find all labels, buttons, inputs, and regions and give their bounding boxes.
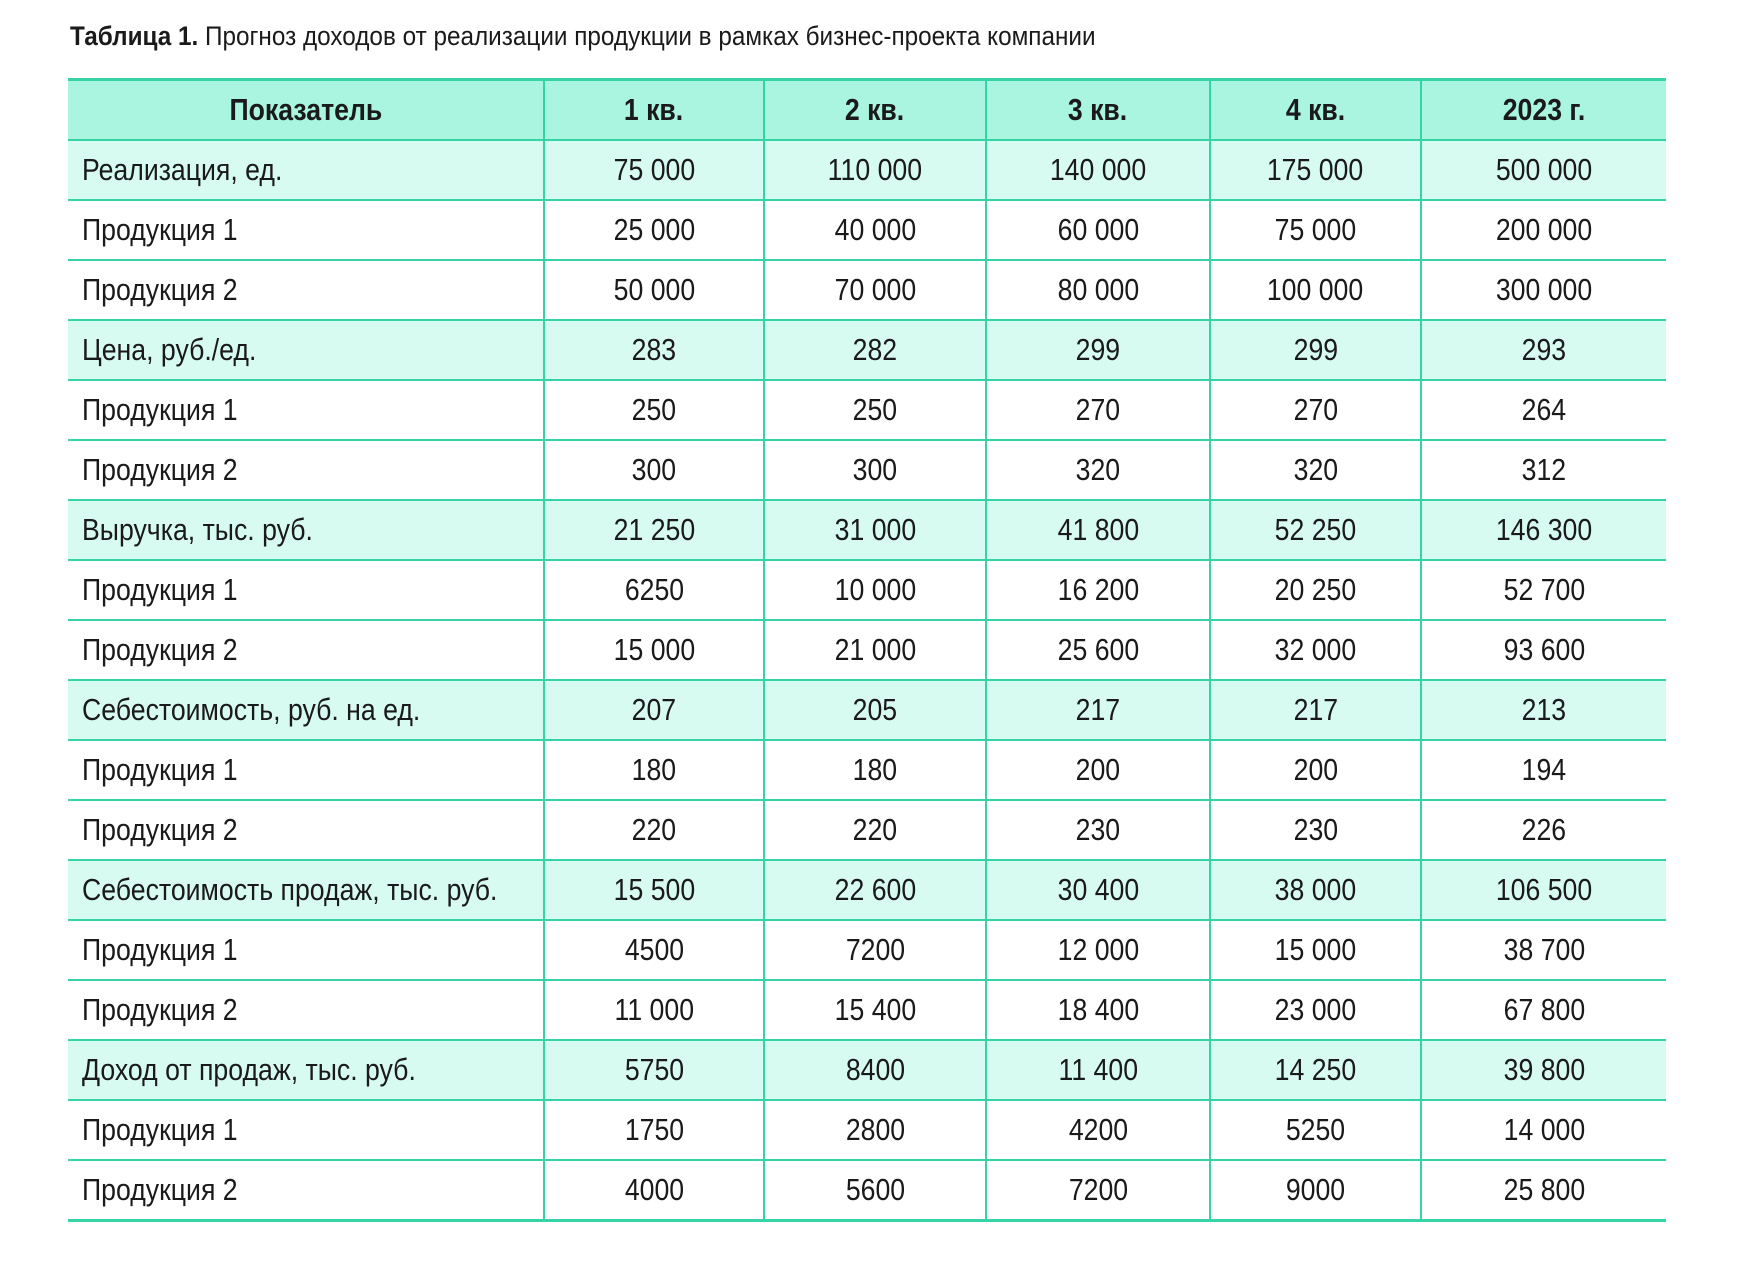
value-cell bbox=[1421, 680, 1666, 740]
row-label: Продукция 2 bbox=[82, 632, 238, 667]
value-cell bbox=[1421, 740, 1666, 800]
row-label: Выручка, тыс. руб. bbox=[82, 512, 313, 547]
cell-value: 50 000 bbox=[613, 272, 695, 307]
value-cell bbox=[1210, 380, 1421, 440]
value-cell bbox=[986, 200, 1210, 260]
cell-value: 2800 bbox=[845, 1112, 905, 1147]
column-header-indicator bbox=[68, 80, 544, 141]
cell-value: 226 bbox=[1521, 812, 1567, 847]
row-label: Продукция 1 bbox=[82, 392, 238, 427]
cell-value: 7200 bbox=[845, 932, 905, 967]
value-cell bbox=[1210, 860, 1421, 920]
value-cell bbox=[544, 140, 764, 200]
value-cell bbox=[764, 1040, 986, 1100]
value-cell bbox=[1210, 260, 1421, 320]
value-cell bbox=[1210, 740, 1421, 800]
value-cell bbox=[1210, 560, 1421, 620]
value-cell bbox=[1210, 920, 1421, 980]
row-label-cell bbox=[68, 1160, 544, 1221]
row-label: Продукция 2 bbox=[82, 992, 238, 1027]
cell-value: 312 bbox=[1521, 452, 1567, 487]
value-cell bbox=[1210, 620, 1421, 680]
row-label-cell bbox=[68, 560, 544, 620]
value-cell bbox=[986, 920, 1210, 980]
value-cell bbox=[764, 860, 986, 920]
cell-value: 52 250 bbox=[1274, 512, 1357, 547]
column-header-text: 3 кв. bbox=[1068, 92, 1128, 127]
value-cell bbox=[544, 200, 764, 260]
value-cell bbox=[1421, 260, 1666, 320]
value-cell bbox=[764, 140, 986, 200]
value-cell bbox=[544, 320, 764, 380]
table-row-sub bbox=[68, 1100, 1666, 1160]
value-cell bbox=[986, 380, 1210, 440]
row-label-cell bbox=[68, 800, 544, 860]
value-cell bbox=[1210, 800, 1421, 860]
cell-value: 500 000 bbox=[1495, 152, 1593, 187]
cell-value: 300 bbox=[852, 452, 898, 487]
cell-value: 230 bbox=[1075, 812, 1121, 847]
cell-value: 207 bbox=[631, 692, 677, 727]
value-cell bbox=[1421, 1160, 1666, 1221]
row-label: Продукция 2 bbox=[82, 452, 238, 487]
table-row-sub bbox=[68, 260, 1666, 320]
revenue-forecast-table bbox=[68, 78, 1666, 1222]
table-row-sub bbox=[68, 620, 1666, 680]
row-label-cell bbox=[68, 500, 544, 560]
row-label: Себестоимость продаж, тыс. руб. bbox=[82, 872, 498, 907]
cell-value: 5250 bbox=[1285, 1112, 1346, 1147]
cell-value: 6250 bbox=[624, 572, 684, 607]
table-header bbox=[68, 80, 1666, 141]
value-cell bbox=[764, 800, 986, 860]
value-cell bbox=[1421, 620, 1666, 680]
table-caption-label: Таблица 1. bbox=[70, 21, 199, 51]
row-label: Продукция 1 bbox=[82, 212, 238, 247]
value-cell bbox=[986, 140, 1210, 200]
value-cell bbox=[764, 500, 986, 560]
column-header-period bbox=[1421, 80, 1666, 141]
cell-value: 7200 bbox=[1068, 1172, 1128, 1207]
row-label-cell bbox=[68, 620, 544, 680]
row-label-cell bbox=[68, 1040, 544, 1100]
value-cell bbox=[986, 560, 1210, 620]
value-cell bbox=[1421, 140, 1666, 200]
cell-value: 220 bbox=[631, 812, 677, 847]
cell-value: 14 000 bbox=[1503, 1112, 1585, 1147]
value-cell bbox=[544, 980, 764, 1040]
value-cell bbox=[544, 800, 764, 860]
cell-value: 217 bbox=[1075, 692, 1121, 727]
table-row-sub bbox=[68, 1160, 1666, 1221]
cell-value: 200 000 bbox=[1495, 212, 1593, 247]
row-label: Продукция 1 bbox=[82, 752, 238, 787]
value-cell bbox=[764, 200, 986, 260]
value-cell bbox=[1210, 200, 1421, 260]
row-label-cell bbox=[68, 260, 544, 320]
table-caption bbox=[70, 14, 1096, 58]
value-cell bbox=[544, 500, 764, 560]
cell-value: 270 bbox=[1293, 392, 1338, 427]
value-cell bbox=[1421, 920, 1666, 980]
cell-value: 110 000 bbox=[827, 152, 923, 187]
cell-value: 270 bbox=[1075, 392, 1121, 427]
cell-value: 21 000 bbox=[834, 632, 916, 667]
row-label: Цена, руб./ед. bbox=[82, 332, 257, 367]
cell-value: 15 000 bbox=[1274, 932, 1357, 967]
value-cell bbox=[544, 680, 764, 740]
cell-value: 175 000 bbox=[1267, 152, 1364, 187]
cell-value: 300 bbox=[631, 452, 677, 487]
cell-value: 41 800 bbox=[1057, 512, 1139, 547]
cell-value: 200 bbox=[1075, 752, 1121, 787]
value-cell bbox=[1210, 1160, 1421, 1221]
cell-value: 320 bbox=[1293, 452, 1338, 487]
value-cell bbox=[764, 620, 986, 680]
value-cell bbox=[764, 980, 986, 1040]
cell-value: 31 000 bbox=[834, 512, 916, 547]
cell-value: 12 000 bbox=[1057, 932, 1139, 967]
cell-value: 106 500 bbox=[1495, 872, 1593, 907]
cell-value: 25 600 bbox=[1057, 632, 1139, 667]
cell-value: 213 bbox=[1521, 692, 1567, 727]
value-cell bbox=[1421, 860, 1666, 920]
table-row-sub bbox=[68, 560, 1666, 620]
cell-value: 15 000 bbox=[613, 632, 695, 667]
cell-value: 11 400 bbox=[1058, 1052, 1138, 1087]
table-row-sub bbox=[68, 800, 1666, 860]
row-label-cell bbox=[68, 140, 544, 200]
cell-value: 146 300 bbox=[1495, 512, 1593, 547]
cell-value: 60 000 bbox=[1057, 212, 1139, 247]
cell-value: 10 000 bbox=[834, 572, 916, 607]
cell-value: 18 400 bbox=[1057, 992, 1139, 1027]
cell-value: 282 bbox=[852, 332, 898, 367]
value-cell bbox=[764, 440, 986, 500]
row-label: Продукция 1 bbox=[82, 572, 238, 607]
row-label-cell bbox=[68, 440, 544, 500]
cell-value: 15 500 bbox=[613, 872, 695, 907]
cell-value: 70 000 bbox=[834, 272, 916, 307]
column-header-text: 4 кв. bbox=[1285, 92, 1346, 127]
cell-value: 320 bbox=[1075, 452, 1121, 487]
cell-value: 4500 bbox=[624, 932, 684, 967]
column-header-text: Показатель bbox=[229, 92, 382, 127]
row-label-cell bbox=[68, 860, 544, 920]
table-row-sub bbox=[68, 440, 1666, 500]
value-cell bbox=[1210, 500, 1421, 560]
cell-value: 93 600 bbox=[1503, 632, 1585, 667]
row-label: Реализация, ед. bbox=[82, 152, 283, 187]
value-cell bbox=[1421, 200, 1666, 260]
cell-value: 299 bbox=[1293, 332, 1338, 367]
cell-value: 250 bbox=[631, 392, 677, 427]
column-header-period bbox=[1210, 80, 1421, 141]
value-cell bbox=[544, 1160, 764, 1221]
value-cell bbox=[764, 680, 986, 740]
row-label-cell bbox=[68, 380, 544, 440]
value-cell bbox=[986, 500, 1210, 560]
cell-value: 200 bbox=[1293, 752, 1338, 787]
row-label: Продукция 2 bbox=[82, 1172, 238, 1207]
table-row-group bbox=[68, 1040, 1666, 1100]
value-cell bbox=[1421, 320, 1666, 380]
value-cell bbox=[1210, 1040, 1421, 1100]
cell-value: 20 250 bbox=[1274, 572, 1357, 607]
value-cell bbox=[986, 320, 1210, 380]
row-label-cell bbox=[68, 680, 544, 740]
value-cell bbox=[764, 920, 986, 980]
row-label-cell bbox=[68, 200, 544, 260]
column-header-period bbox=[764, 80, 986, 141]
table-row-group bbox=[68, 500, 1666, 560]
cell-value: 180 bbox=[631, 752, 677, 787]
value-cell bbox=[544, 740, 764, 800]
row-label: Продукция 2 bbox=[82, 812, 238, 847]
cell-value: 39 800 bbox=[1503, 1052, 1585, 1087]
cell-value: 14 250 bbox=[1274, 1052, 1357, 1087]
row-label: Доход от продаж, тыс. руб. bbox=[82, 1052, 416, 1087]
cell-value: 194 bbox=[1521, 752, 1567, 787]
table-row-group bbox=[68, 320, 1666, 380]
table-body bbox=[68, 140, 1666, 1221]
value-cell bbox=[544, 860, 764, 920]
cell-value: 80 000 bbox=[1057, 272, 1139, 307]
cell-value: 25 000 bbox=[613, 212, 695, 247]
table-row-sub bbox=[68, 920, 1666, 980]
table-row-group bbox=[68, 140, 1666, 200]
value-cell bbox=[544, 440, 764, 500]
table-caption-text: Прогноз доходов от реализации продукции в рамках бизнес-проекта компании bbox=[198, 21, 1096, 51]
cell-value: 67 800 bbox=[1503, 992, 1585, 1027]
value-cell bbox=[1421, 980, 1666, 1040]
value-cell bbox=[764, 380, 986, 440]
value-cell bbox=[764, 1100, 986, 1160]
column-header-text: 1 кв. bbox=[624, 92, 684, 127]
value-cell bbox=[1421, 560, 1666, 620]
cell-value: 22 600 bbox=[834, 872, 916, 907]
value-cell bbox=[986, 860, 1210, 920]
table-row-sub bbox=[68, 200, 1666, 260]
cell-value: 300 000 bbox=[1495, 272, 1593, 307]
row-label: Продукция 1 bbox=[82, 932, 238, 967]
cell-value: 299 bbox=[1075, 332, 1121, 367]
value-cell bbox=[764, 560, 986, 620]
cell-value: 293 bbox=[1521, 332, 1567, 367]
row-label-cell bbox=[68, 980, 544, 1040]
cell-value: 264 bbox=[1521, 392, 1567, 427]
value-cell bbox=[764, 740, 986, 800]
value-cell bbox=[544, 380, 764, 440]
row-label: Себестоимость, руб. на ед. bbox=[82, 692, 421, 727]
cell-value: 52 700 bbox=[1503, 572, 1585, 607]
cell-value: 38 000 bbox=[1274, 872, 1357, 907]
value-cell bbox=[1210, 980, 1421, 1040]
value-cell bbox=[986, 260, 1210, 320]
cell-value: 40 000 bbox=[834, 212, 916, 247]
cell-value: 16 200 bbox=[1057, 572, 1139, 607]
value-cell bbox=[986, 680, 1210, 740]
value-cell bbox=[544, 620, 764, 680]
value-cell bbox=[1210, 440, 1421, 500]
cell-value: 9000 bbox=[1285, 1172, 1346, 1207]
value-cell bbox=[986, 1160, 1210, 1221]
cell-value: 250 bbox=[852, 392, 898, 427]
value-cell bbox=[1210, 320, 1421, 380]
cell-value: 21 250 bbox=[613, 512, 695, 547]
cell-value: 75 000 bbox=[1274, 212, 1357, 247]
value-cell bbox=[986, 800, 1210, 860]
row-label-cell bbox=[68, 1100, 544, 1160]
value-cell bbox=[544, 920, 764, 980]
cell-value: 15 400 bbox=[834, 992, 916, 1027]
cell-value: 140 000 bbox=[1049, 152, 1147, 187]
cell-value: 32 000 bbox=[1274, 632, 1357, 667]
value-cell bbox=[986, 1100, 1210, 1160]
column-header-text: 2023 г. bbox=[1502, 92, 1586, 127]
cell-value: 30 400 bbox=[1057, 872, 1139, 907]
cell-value: 283 bbox=[631, 332, 677, 367]
value-cell bbox=[1421, 800, 1666, 860]
cell-value: 205 bbox=[852, 692, 898, 727]
value-cell bbox=[1210, 680, 1421, 740]
value-cell bbox=[1421, 1040, 1666, 1100]
value-cell bbox=[986, 980, 1210, 1040]
cell-value: 25 800 bbox=[1503, 1172, 1585, 1207]
value-cell bbox=[1210, 140, 1421, 200]
value-cell bbox=[544, 1040, 764, 1100]
value-cell bbox=[986, 440, 1210, 500]
header-row bbox=[68, 80, 1666, 141]
cell-value: 180 bbox=[852, 752, 898, 787]
cell-value: 38 700 bbox=[1503, 932, 1585, 967]
cell-value: 4000 bbox=[624, 1172, 684, 1207]
cell-value: 1750 bbox=[624, 1112, 684, 1147]
table-row-group bbox=[68, 680, 1666, 740]
row-label-cell bbox=[68, 920, 544, 980]
value-cell bbox=[1421, 380, 1666, 440]
cell-value: 11 000 bbox=[614, 992, 694, 1027]
row-label: Продукция 1 bbox=[82, 1112, 238, 1147]
value-cell bbox=[986, 620, 1210, 680]
table-row-sub bbox=[68, 980, 1666, 1040]
value-cell bbox=[1210, 1100, 1421, 1160]
cell-value: 100 000 bbox=[1267, 272, 1364, 307]
value-cell bbox=[986, 1040, 1210, 1100]
cell-value: 8400 bbox=[845, 1052, 905, 1087]
cell-value: 75 000 bbox=[613, 152, 695, 187]
value-cell bbox=[764, 260, 986, 320]
cell-value: 23 000 bbox=[1274, 992, 1357, 1027]
column-header-period bbox=[986, 80, 1210, 141]
value-cell bbox=[544, 260, 764, 320]
cell-value: 220 bbox=[852, 812, 898, 847]
table-row-group bbox=[68, 860, 1666, 920]
table-row-sub bbox=[68, 740, 1666, 800]
value-cell bbox=[1421, 1100, 1666, 1160]
value-cell bbox=[1421, 440, 1666, 500]
row-label-cell bbox=[68, 740, 544, 800]
column-header-text: 2 кв. bbox=[845, 92, 905, 127]
cell-value: 5600 bbox=[845, 1172, 905, 1207]
value-cell bbox=[764, 1160, 986, 1221]
row-label-cell bbox=[68, 320, 544, 380]
value-cell bbox=[764, 320, 986, 380]
value-cell bbox=[544, 560, 764, 620]
column-header-period bbox=[544, 80, 764, 141]
cell-value: 217 bbox=[1293, 692, 1338, 727]
value-cell bbox=[986, 740, 1210, 800]
value-cell bbox=[1421, 500, 1666, 560]
cell-value: 5750 bbox=[624, 1052, 684, 1087]
cell-value: 230 bbox=[1293, 812, 1338, 847]
table-row-sub bbox=[68, 380, 1666, 440]
value-cell bbox=[544, 1100, 764, 1160]
row-label: Продукция 2 bbox=[82, 272, 238, 307]
cell-value: 4200 bbox=[1068, 1112, 1128, 1147]
